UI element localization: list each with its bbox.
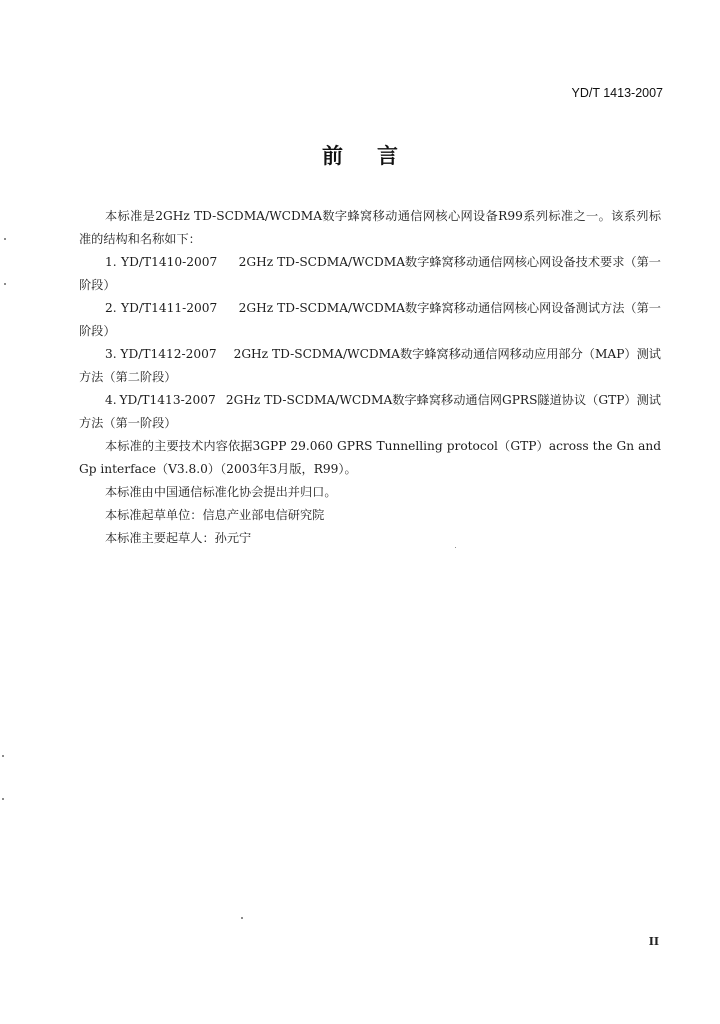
drafting-unit-paragraph: 本标准起草单位：信息产业部电信研究院	[105, 508, 325, 522]
series-item	[79, 343, 661, 389]
series-item-title: 2GHz TD-SCDMA/WCDMA数字蜂窝移动通信网核心网设备测试方法（第一	[238, 301, 661, 315]
scan-speck	[2, 755, 4, 757]
page-number: II	[648, 935, 659, 948]
series-item-code: YD/T1411-2007	[121, 301, 218, 315]
series-item-number: 2.	[105, 301, 117, 315]
scan-speck	[4, 238, 6, 240]
series-item-title: 2GHz TD-SCDMA/WCDMA数字蜂窝移动通信网移动应用部分（MAP）测试	[233, 347, 661, 361]
series-item-number: 4.	[105, 393, 117, 407]
title-char-1: 前	[322, 143, 343, 168]
preface-body	[79, 205, 661, 550]
drafters-paragraph: 本标准主要起草人：孙元宁	[105, 531, 252, 545]
intro-paragraph: 本标准是2GHz TD-SCDMA/WCDMA数字蜂窝移动通信网核心网设备R99系列标准之一。该系列标准的结构和名称如下：	[79, 209, 661, 246]
series-item-number: 1.	[105, 255, 117, 269]
series-item-code: YD/T1413-2007	[119, 393, 216, 407]
series-item-title: 2GHz TD-SCDMA/WCDMA数字蜂窝移动通信网核心网设备技术要求（第一	[238, 255, 661, 269]
series-item-continuation: 阶段）	[79, 324, 116, 338]
series-item	[79, 389, 661, 435]
series-item-code: YD/T1412-2007	[120, 347, 217, 361]
series-item-number: 3.	[105, 347, 117, 361]
scan-speck	[2, 798, 4, 800]
basis-paragraph: 本标准的主要技术内容依据3GPP 29.060 GPRS Tunnelling protocol（GTP）across the Gn and Gp interface（V3.8.0）（2003年3月版，R99）。	[79, 439, 661, 476]
page-title	[0, 140, 720, 170]
scan-speck	[4, 283, 6, 285]
scan-speck	[241, 917, 243, 919]
series-item-code: YD/T1410-2007	[121, 255, 218, 269]
proposer-paragraph: 本标准由中国通信标准化协会提出并归口。	[105, 485, 337, 499]
series-item-continuation: 阶段）	[79, 278, 116, 292]
series-item	[79, 251, 661, 297]
series-item-continuation: 方法（第二阶段）	[79, 370, 177, 384]
standard-code-header: YD/T 1413-2007	[571, 86, 663, 100]
series-item-continuation: 方法（第一阶段）	[79, 416, 177, 430]
series-item-title: 2GHz TD-SCDMA/WCDMA数字蜂窝移动通信网GPRS隧道协议（GTP）测试	[225, 393, 661, 407]
title-char-2: 言	[377, 143, 398, 168]
scan-speck	[455, 547, 456, 548]
series-item	[79, 297, 661, 343]
